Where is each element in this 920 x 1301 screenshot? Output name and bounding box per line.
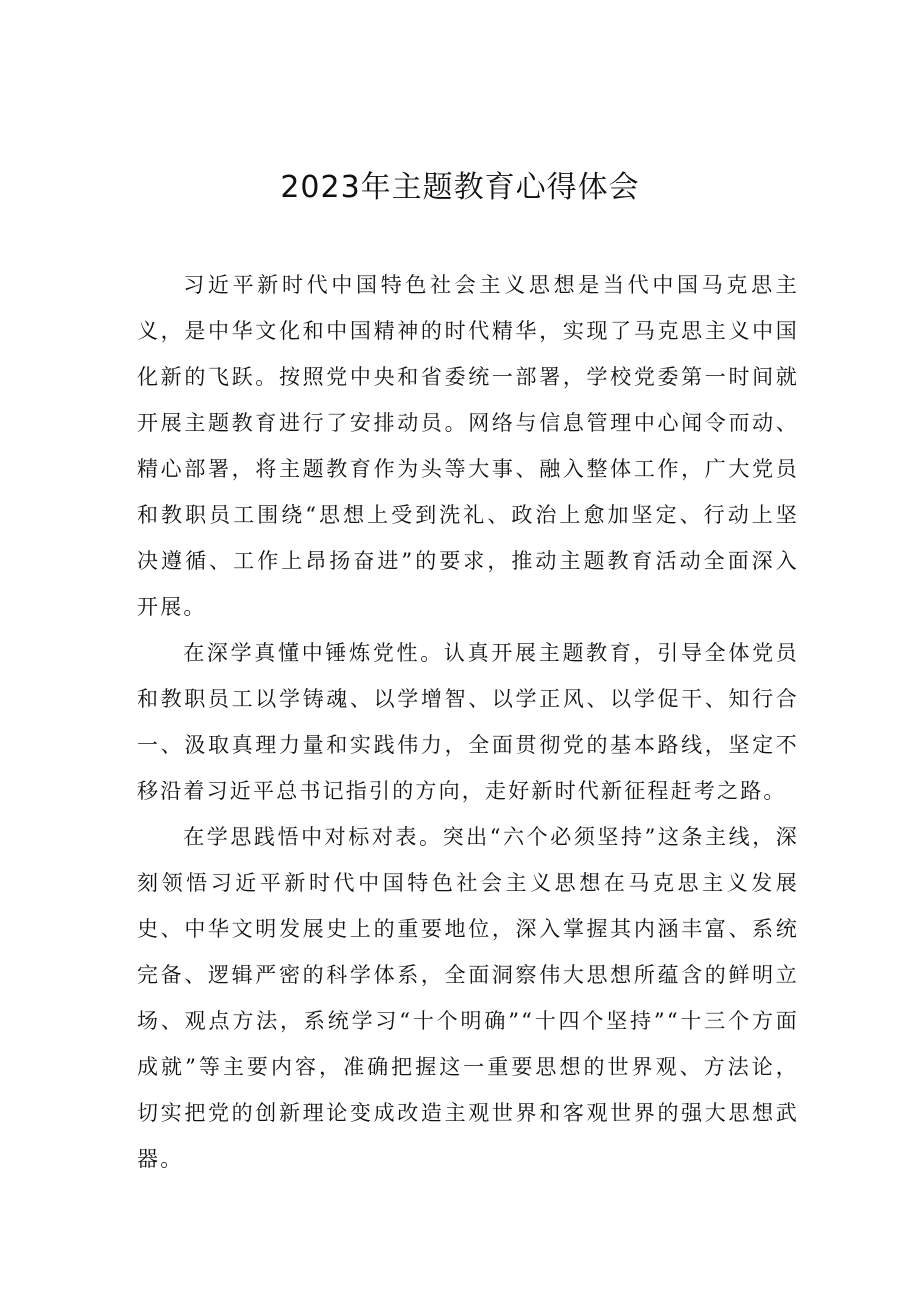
paragraph-intro: 习近平新时代中国特色社会主义思想是当代中国马克思主义，是中华文化和中国精神的时代精华，实现了马克思主义中国化新的飞跃。按照党中央和省委统一部署，学校党委第一时间就开展主题教育进行了安排动员。网络与信息管理中心闻令而动、精心部署，将主题教育作为头等大事、融入整体工作，广大党员和教职员工围绕“思想上受到洗礼、政治上愈加坚定、行动上坚决遵循、工作上昂扬奋进”的要求，推动主题教育活动全面深入开展。	[137, 273, 799, 619]
paragraph-practice: 在学思践悟中对标对表。突出“六个必须坚持”这条主线，深刻领悟习近平新时代中国特色社会主义思想在马克思主义发展史、中华文明发展史上的重要地位，深入掌握其内涵丰富、系统完备、逻辑严密的科学体系，全面洞察伟大思想所蕴含的鲜明立场、观点方法，系统学习“十个明确”“十四个坚持”“十三个方面成就”等主要内容，准确把握这一重要思想的世界观、方法论，切实把党的创新理论变成改造主观世界和客观世界的强大思想武器。	[137, 825, 799, 1171]
document-body	[137, 262, 799, 1182]
document-title: 2023年主题教育心得体会	[280, 170, 640, 205]
paragraph-study: 在深学真懂中锤炼党性。认真开展主题教育，引导全体党员和教职员工以学铸魂、以学增智、以学正风、以学促干、知行合一、汲取真理力量和实践伟力，全面贯彻党的基本路线，坚定不移沿着习近平总书记指引的方向，走好新时代新征程赶考之路。	[137, 641, 799, 803]
